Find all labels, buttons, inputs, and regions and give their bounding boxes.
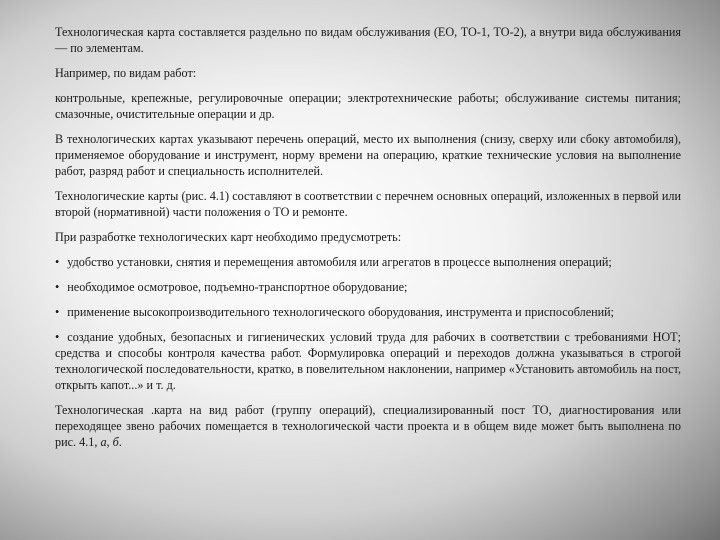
list-item-high-performance: • применение высокопроизводительного технологического оборудования, инструмента и приспособлений; — [55, 304, 681, 320]
paragraph-work-types: контрольные, крепежные, регулировочные операции; электротехнические работы; обслуживание системы питания; смазочные, очистительные операции и др. — [55, 91, 681, 121]
list-item-conditions: • создание удобных, безопасных и гигиенических условий труда для рабочих в соответствии с требованиями НОТ; средства и способы контроля качества работ. Формулировка операций и переходов должна указываться в строгой технологической последовательности, кратко, в повелительном наклонении, например «Установить автомобиль на пост, открыть капот...» и т. д. — [55, 329, 681, 393]
figure-letter-b: б — [112, 435, 119, 449]
paragraph-example-heading: Например, по видам работ: — [55, 66, 197, 80]
conclusion-text: Технологическая .карта на вид работ (группу операций), специализированный пост ТО, диагностирования или переходящее звено рабочих помещается в технологической части проекта и в общем виде может быть выполнена по рис. 4.1, — [55, 403, 681, 449]
slide-body — [55, 24, 681, 459]
list-item-equipment: • необходимое осмотровое, подъемно-транспортное оборудование; — [55, 279, 681, 295]
paragraph-card-basis: Технологические карты (рис. 4.1) составляют в соответствии с перечнем основных операций, изложенных в первой или второй (нормативной) части положения о ТО и ремонте. — [55, 189, 681, 219]
conclusion-end: . — [118, 435, 122, 449]
figure-letter-separator: , — [106, 435, 113, 449]
paragraph-intro: Технологическая карта составляется раздельно по видам обслуживания (ЕО, ТО-1, ТО-2), а внутри вида обслуживания — по элементам. — [55, 25, 681, 55]
list-item-installation: • удобство установки, снятия и перемещения автомобиля или агрегатов в процессе выполнения операций; — [55, 254, 681, 270]
figure-letter-a: а — [100, 435, 107, 449]
paragraph-requirements-heading: При разработке технологических карт необходимо предусмотреть: — [55, 230, 402, 244]
paragraph-card-contents: В технологических картах указывают перечень операций, место их выполнения (снизу, сверху или сбоку автомобиля), применяемое оборудование и инструмент, норму времени на операцию, краткие технические условия на выполнение работ, разряд работ и специальность исполнителей. — [55, 132, 681, 178]
paragraph-conclusion — [55, 402, 681, 450]
